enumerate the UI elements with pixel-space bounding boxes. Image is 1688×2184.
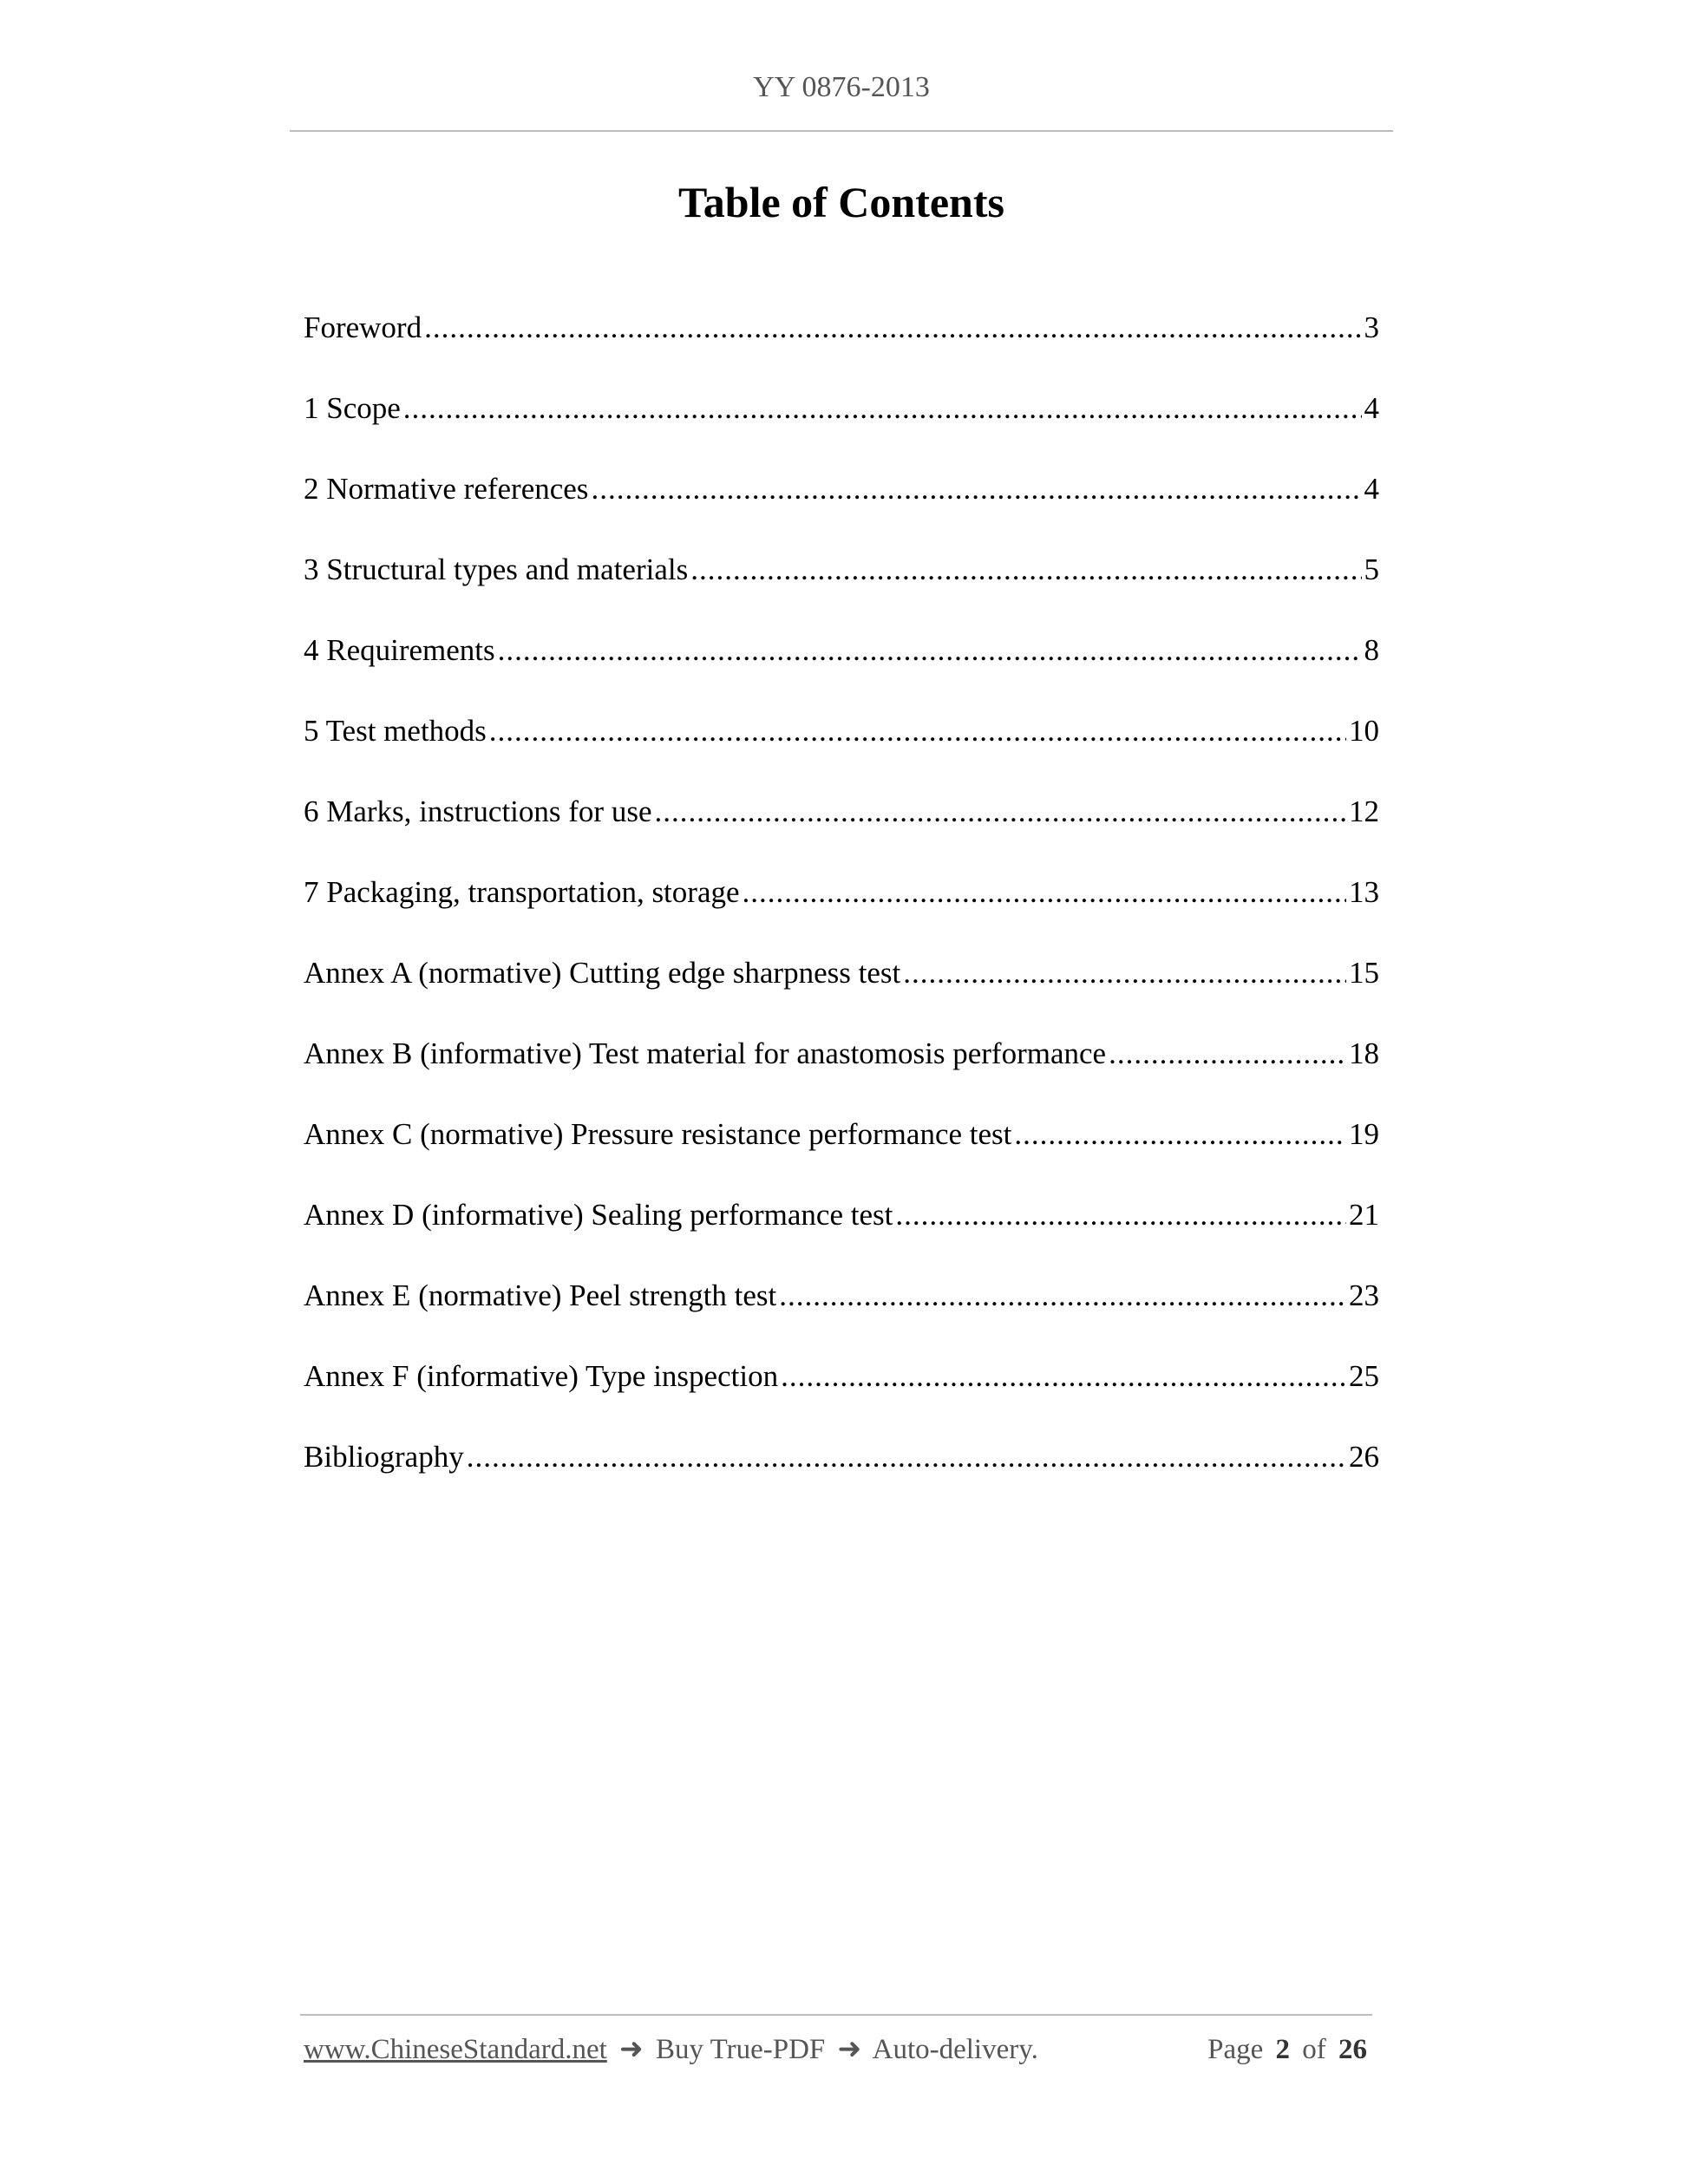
toc-entry-label: Annex C (normative) Pressure resistance performance test: [304, 1117, 1012, 1151]
toc-entry-page-number: 19: [1349, 1117, 1379, 1151]
toc-dot-leader: [779, 1273, 1346, 1318]
toc-entry[interactable]: [304, 628, 1379, 709]
total-pages-number: 26: [1338, 2034, 1367, 2065]
toc-entry[interactable]: [304, 547, 1379, 628]
toc-entry-label: Annex E (normative) Peel strength test: [304, 1278, 777, 1312]
toc-entry-page-number: 4: [1364, 472, 1379, 506]
toc-entry-label: Annex F (informative) Type inspection: [304, 1359, 779, 1393]
auto-delivery-text: Auto-delivery.: [872, 2034, 1038, 2065]
toc-entry-page-number: 3: [1364, 311, 1379, 344]
toc-entry[interactable]: [304, 386, 1379, 467]
toc-dot-leader: [654, 789, 1346, 834]
toc-entry-page-number: 21: [1349, 1198, 1379, 1232]
toc-list: [304, 305, 1379, 1515]
toc-entry[interactable]: [304, 1354, 1379, 1435]
toc-dot-leader: [467, 1435, 1346, 1480]
footer-divider: [300, 2014, 1372, 2016]
toc-entry-label: 4 Requirements: [304, 633, 495, 667]
toc-entry-label: 5 Test methods: [304, 714, 487, 748]
toc-dot-leader: [498, 628, 1362, 673]
toc-entry[interactable]: [304, 1031, 1379, 1112]
toc-entry-label: Foreword: [304, 311, 422, 344]
toc-dot-leader: [690, 547, 1361, 592]
toc-entry-page-number: 5: [1364, 553, 1379, 586]
toc-entry-label: Annex B (informative) Test material for anastomosis performance: [304, 1036, 1107, 1070]
toc-entry-page-number: 26: [1349, 1440, 1379, 1474]
toc-entry-label: 2 Normative references: [304, 472, 589, 506]
toc-entry-label: Annex D (informative) Sealing performance test: [304, 1198, 893, 1232]
page-header-doc-code: YY 0876-2013: [753, 71, 930, 103]
toc-entry-page-number: 13: [1349, 875, 1379, 909]
arrow-right-icon: ➜: [837, 2034, 862, 2065]
toc-entry[interactable]: [304, 951, 1379, 1031]
toc-entry-label: 6 Marks, instructions for use: [304, 794, 652, 828]
toc-dot-leader: [743, 870, 1346, 915]
toc-entry-label: 7 Packaging, transportation, storage: [304, 875, 740, 909]
page-footer: [304, 2031, 1367, 2066]
header-divider: [290, 130, 1393, 132]
toc-entry-page-number: 4: [1364, 391, 1379, 425]
toc-entry-page-number: 15: [1349, 956, 1379, 990]
toc-entry-label: Annex A (normative) Cutting edge sharpness test: [304, 956, 901, 990]
toc-dot-leader: [489, 709, 1346, 754]
toc-title: Table of Contents: [678, 178, 1004, 226]
buy-true-pdf-text: Buy True-PDF: [655, 2034, 826, 2065]
toc-entry-label: Bibliography: [304, 1440, 464, 1474]
toc-entry[interactable]: [304, 467, 1379, 547]
page-indicator: [1207, 2034, 1367, 2066]
toc-entry-page-number: 23: [1349, 1278, 1379, 1312]
toc-entry[interactable]: [304, 305, 1379, 386]
current-page-number: 2: [1275, 2034, 1290, 2065]
toc-dot-leader: [781, 1354, 1346, 1399]
toc-entry[interactable]: [304, 1273, 1379, 1354]
toc-entry[interactable]: [304, 1193, 1379, 1273]
toc-entry-page-number: 18: [1349, 1036, 1379, 1070]
toc-dot-leader: [591, 467, 1361, 512]
toc-entry[interactable]: [304, 789, 1379, 870]
toc-dot-leader: [424, 305, 1361, 350]
page-label: Page: [1207, 2034, 1264, 2065]
arrow-right-icon: ➜: [619, 2034, 644, 2065]
toc-entry[interactable]: [304, 1112, 1379, 1193]
toc-dot-leader: [1014, 1112, 1346, 1157]
toc-entry-page-number: 25: [1349, 1359, 1379, 1393]
toc-dot-leader: [403, 386, 1362, 431]
site-link[interactable]: www.ChineseStandard.net: [304, 2034, 607, 2065]
toc-entry-label: 3 Structural types and materials: [304, 553, 689, 586]
toc-entry[interactable]: [304, 709, 1379, 789]
toc-dot-leader: [903, 951, 1346, 996]
toc-dot-leader: [895, 1193, 1346, 1238]
toc-entry[interactable]: [304, 870, 1379, 951]
toc-entry-page-number: 10: [1349, 714, 1379, 748]
toc-entry-page-number: 8: [1364, 633, 1379, 667]
footer-purchase-note: [304, 2031, 1038, 2066]
page-of-label: of: [1302, 2034, 1326, 2065]
toc-entry[interactable]: [304, 1435, 1379, 1515]
toc-dot-leader: [1109, 1031, 1346, 1076]
toc-entry-page-number: 12: [1349, 794, 1379, 828]
toc-entry-label: 1 Scope: [304, 391, 401, 425]
